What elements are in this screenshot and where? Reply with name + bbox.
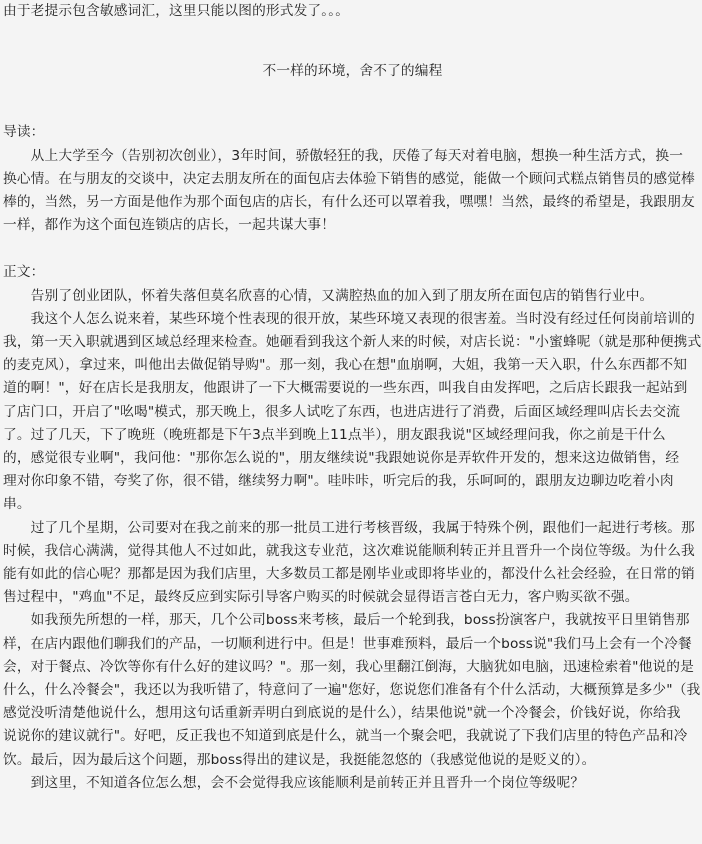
intro-paragraph xyxy=(3,145,702,238)
body-line: 过了几个星期，公司要对在我之前来的那一批员工进行考核晋级，我属于特殊个例，跟他们一起进行考核。那 xyxy=(3,519,695,536)
intro-section xyxy=(3,121,702,237)
body-paragraph xyxy=(3,609,702,771)
body-paragraph xyxy=(3,308,702,517)
intro-line: 从上大学至今（告别初次创业），3年时间，骄傲轻狂的我，厌倦了每天对着电脑，想换一种生活方式，换一 xyxy=(3,147,684,164)
body-line: 饮。最后，因为最后这个问题，那boss得出的建议是，我挺能忽悠的（我感觉他说的是贬义的）。 xyxy=(3,751,596,768)
body-line: 串。 xyxy=(3,496,31,513)
intro-line: 换心情。在与朋友的交谈中，决定去朋友所在的面包店去体验下销售的感觉，能做一个顾问式糕点销售员的感觉棒 xyxy=(3,170,695,187)
body-line: 了。过了几天，下了晚班（晚班都是下午3点半到晚上11点半），朋友跟我说"区域经理问我，你之前是干什么 xyxy=(3,426,666,443)
article-title: 不一样的环境，舍不了的编程 xyxy=(262,63,443,80)
intro-line: 棒的，当然，另一方面是他作为那个面包店的店长，有什么还可以罩着我，嘿嘿！当然，最终的希望是，我跟朋友 xyxy=(3,194,695,211)
body-line: 的麦克风），拿过来，叫他出去做促销导购"。那一刻，我心在想"血崩啊，大姐，我第一天入职，什么东西都不知 xyxy=(3,357,688,374)
body-paragraph xyxy=(3,285,702,308)
intro-heading: 导读： xyxy=(3,124,45,141)
body-line: 我，第一天入职就遇到区域总经理来检查。她砸看到我这个新人来的时候，对店长说："小蜜蜂呢（就是那种便携式 xyxy=(3,334,702,351)
body-paragraph xyxy=(3,772,702,795)
body-line: 理对你印象不错，夸奖了你，很不错，继续努力啊"。哇咔咔，听完后的我，乐呵呵的，跟朋友边聊边吃着小肉 xyxy=(3,473,674,490)
body-line: 样，在店内跟他们聊我们的产品，一切顺利进行中。但是！世事难预料，最后一个boss说"我们马上会有一个冷餐 xyxy=(3,635,692,652)
body-line: 什么，什么冷餐会"，我还以为我听错了，特意问了一遍"您好，您说您们准备有个什么活动，大概预算是多少"（我 xyxy=(3,682,701,699)
body-line: 的，感觉很专业啊"，我问他："那你怎么说的"，朋友继续说"我跟她说你是弄软件开发的，想来这边做销售，经 xyxy=(3,450,680,467)
body-line: 时候，我信心满满，觉得其他人不过如此，就我这专业范，这次难说能顺利转正并且晋升一个岗位等级。为什么我 xyxy=(3,542,695,559)
body-line: 告别了创业团队，怀着失落但莫名欣喜的心情，又满腔热血的加入到了朋友所在面包店的销售行业中。 xyxy=(3,287,654,304)
body-line: 到这里，不知道各位怎么想，会不会觉得我应该能顺利是前转正并且晋升一个岗位等级呢？ xyxy=(3,774,585,791)
body-line: 道的啊！"，好在店长是我朋友，他跟讲了一下大概需要说的一些东西，叫我自由发挥吧，之后店长跟我一起站到 xyxy=(3,380,688,397)
intro-line: 一样，都作为这个面包连锁店的店长，一起共谋大事！ xyxy=(3,217,336,234)
body-line: 会，对于餐点、冷饮等你有什么好的建议吗？"。那一刻，我心里翻江倒海，大脑犹如电脑，迅速检索着"他说的是 xyxy=(3,658,694,675)
body-line: 售过程中，"鸡血"不足，最终反应到实际引导客户购买的时候就会显得语言苍白无力，客户购买欲不强。 xyxy=(3,589,639,606)
body-line: 了店门口，开启了"吆喝"模式，那天晚上，很多人试吃了东西，也进店进行了消费，后面区域经理叫店长去交流 xyxy=(3,403,681,420)
body-line: 感觉没听清楚他说什么，想用这句话重新弄明白到底说的是什么），结果他说"就一个冷餐会，价钱好说，你给我 xyxy=(3,705,681,722)
body-line: 如我预先所想的一样，那天，几个公司boss来考核，最后一个轮到我，boss扮演客户，我就按平日里销售那 xyxy=(3,612,690,629)
sensitive-notice: 由于老提示包含敏感词汇，这里只能以图的形式发了。。。 xyxy=(3,3,350,19)
body-section xyxy=(3,261,702,795)
body-paragraph xyxy=(3,517,702,610)
body-line: 我这个人怎么说来着，某些环境个性表现的很开放，某些环境又表现的很害羞。当时没有经过任何岗前培训的 xyxy=(3,310,695,327)
body-heading: 正文： xyxy=(3,264,45,281)
body-line: 说说你的建议就行"。好吧，反正我也不知道到底是什么，就当一个聚会吧，我就说了下我们店里的特色产品和冷 xyxy=(3,728,688,745)
body-line: 能有如此的信心呢？那都是因为我们店里，大多数员工都是刚毕业或即将毕业的，都没什么社会经验，在日常的销 xyxy=(3,566,695,583)
